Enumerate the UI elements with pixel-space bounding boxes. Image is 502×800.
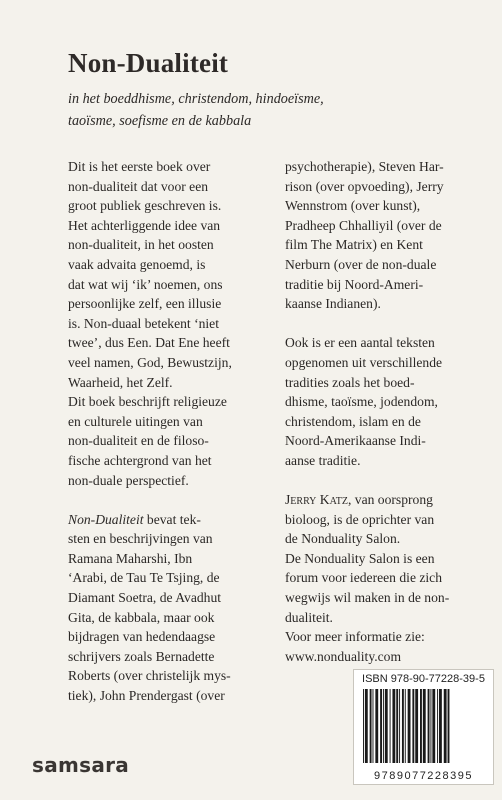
barcode-bar (423, 689, 426, 763)
barcode-bar (415, 689, 418, 763)
text-line: sten en beschrijvingen van (68, 531, 213, 547)
text-line: Ramana Maharshi, Ibn (68, 550, 193, 566)
text-line: Diamant Soetra, de Avadhut (68, 590, 222, 606)
text-line: vaak advaita genoemd, is (68, 256, 206, 272)
barcode-bar (428, 689, 430, 763)
text-line: fische achtergrond van het (68, 452, 212, 468)
barcode-bar (363, 689, 364, 763)
text-line: Het achterliggende idee van (68, 217, 221, 233)
barcode-bar (432, 689, 435, 763)
text-line: schrijvers zoals Bernadette (68, 648, 215, 664)
barcode-bar (383, 689, 384, 763)
text-line: dualiteit. (285, 609, 333, 625)
barcode-bar (370, 689, 372, 763)
barcode-bar (448, 689, 450, 763)
text-line: Nerburn (over de non-duale (285, 256, 437, 272)
text-line: bioloog, is de oprichter van (285, 511, 435, 527)
text-line: twee’, dus Een. Dat Ene heeft (68, 335, 230, 351)
left-text-column (68, 157, 264, 706)
paragraph-author-bio (285, 490, 485, 666)
text-line: Wennstrom (over kunst), (285, 198, 421, 214)
text-line: psychotherapie), Steven Har- (285, 159, 444, 174)
right-text-column (285, 157, 485, 666)
text-line: persoonlijke zelf, een illusie (68, 296, 222, 312)
subtitle-line: in het boeddhisme, christendom, hindoeïsme, (68, 91, 324, 107)
text-line (68, 510, 264, 530)
text-line: wegwijs wil maken in de non- (285, 590, 450, 606)
text-line: Dit boek beschrijft religieuze (68, 394, 227, 410)
text-line (285, 490, 485, 510)
barcode-bar (375, 689, 378, 763)
author-name: Jerry Katz (285, 492, 348, 508)
text-line: Waarheid, het Zelf. (68, 374, 173, 390)
text-line: tradities zoals het boed- (285, 374, 415, 390)
text-line: Pradheep Chhalliyil (over de (285, 217, 442, 233)
text-line: Ook is er een aantal teksten (285, 335, 435, 351)
barcode-bar (385, 689, 388, 763)
text-line: Gita, de kabbala, maar ook (68, 609, 215, 625)
barcode-bar (390, 689, 391, 763)
book-title-inline: Non-Dualiteit (68, 511, 144, 527)
barcode-bar (373, 689, 374, 763)
barcode-icon (361, 689, 486, 763)
text-line: rison (over opvoeding), Jerry (285, 178, 444, 194)
text-line: De Nonduality Salon is een (285, 550, 435, 566)
text-line: tiek), John Prendergast (over (68, 688, 225, 704)
barcode-bar (399, 689, 400, 763)
barcode-bar (380, 689, 382, 763)
text-line: dhisme, taoïsme, jodendom, (285, 394, 438, 410)
text-line: ‘Arabi, de Tau Te Tsjing, de (68, 570, 220, 586)
barcode-bar (420, 689, 422, 763)
text-line: non-dualiteit en de filoso- (68, 433, 209, 449)
text-line: veel namen, God, Bewustzijn, (68, 354, 232, 370)
text-line: non-dualiteit dat voor een (68, 178, 209, 194)
text-line: en culturele uitingen van (68, 413, 203, 429)
text-fragment: , van oorsprong (347, 492, 433, 508)
text-line: aanse traditie. (285, 452, 361, 468)
barcode-bar (402, 689, 404, 763)
paragraph-intro (68, 157, 264, 490)
text-line: groot publiek geschreven is. (68, 198, 222, 214)
barcode-bar (396, 689, 398, 763)
paragraph-contributors (285, 157, 485, 314)
subtitle-line: taoïsme, soefisme en de kabbala (68, 113, 252, 129)
book-subtitle (68, 88, 468, 132)
barcode-bar (392, 689, 395, 763)
text-line: forum voor iedereen die zich (285, 570, 443, 586)
barcode-bar (430, 689, 431, 763)
text-line: de Nonduality Salon. (285, 531, 401, 547)
text-line: Noord-Amerikaanse Indi- (285, 433, 426, 449)
text-line: dat wat wij ‘ik’ noemen, ons (68, 276, 223, 292)
barcode-bar (437, 689, 438, 763)
publisher-logo: samsara (32, 753, 130, 777)
barcode-digits: 9789077228395 (373, 770, 474, 782)
text-line: Voor meer informatie zie: (285, 629, 425, 645)
paragraph-traditions (285, 333, 485, 470)
text-line: kaanse Indianen). (285, 296, 381, 312)
isbn-label: ISBN 978-90-77228-39-5 (362, 673, 485, 685)
text-line: christendom, islam en de (285, 413, 421, 429)
text-line: non-duale perspectief. (68, 472, 189, 488)
paragraph-contents (68, 510, 264, 706)
website-link: www.nonduality.com (285, 648, 402, 664)
text-line: non-dualiteit, in het oosten (68, 237, 214, 253)
isbn-barcode-box (353, 669, 494, 785)
barcode-bar (439, 689, 442, 763)
book-title: Non-Dualiteit (68, 48, 229, 78)
barcode-bar (405, 689, 406, 763)
barcode-bar (412, 689, 414, 763)
text-line: Dit is het eerste boek over (68, 159, 211, 174)
text-fragment: bevat tek- (143, 511, 201, 527)
barcode-bar (365, 689, 368, 763)
text-line: bijdragen van hedendaagse (68, 629, 216, 645)
barcode-bar (408, 689, 411, 763)
barcode-bar (444, 689, 447, 763)
text-line: film The Matrix) en Kent (285, 237, 423, 253)
text-line: traditie bij Noord-Ameri- (285, 276, 424, 292)
text-line: is. Non-duaal betekent ‘niet (68, 315, 219, 331)
text-line: Roberts (over christelijk mys- (68, 668, 231, 684)
text-line: opgenomen uit verschillende (285, 354, 443, 370)
